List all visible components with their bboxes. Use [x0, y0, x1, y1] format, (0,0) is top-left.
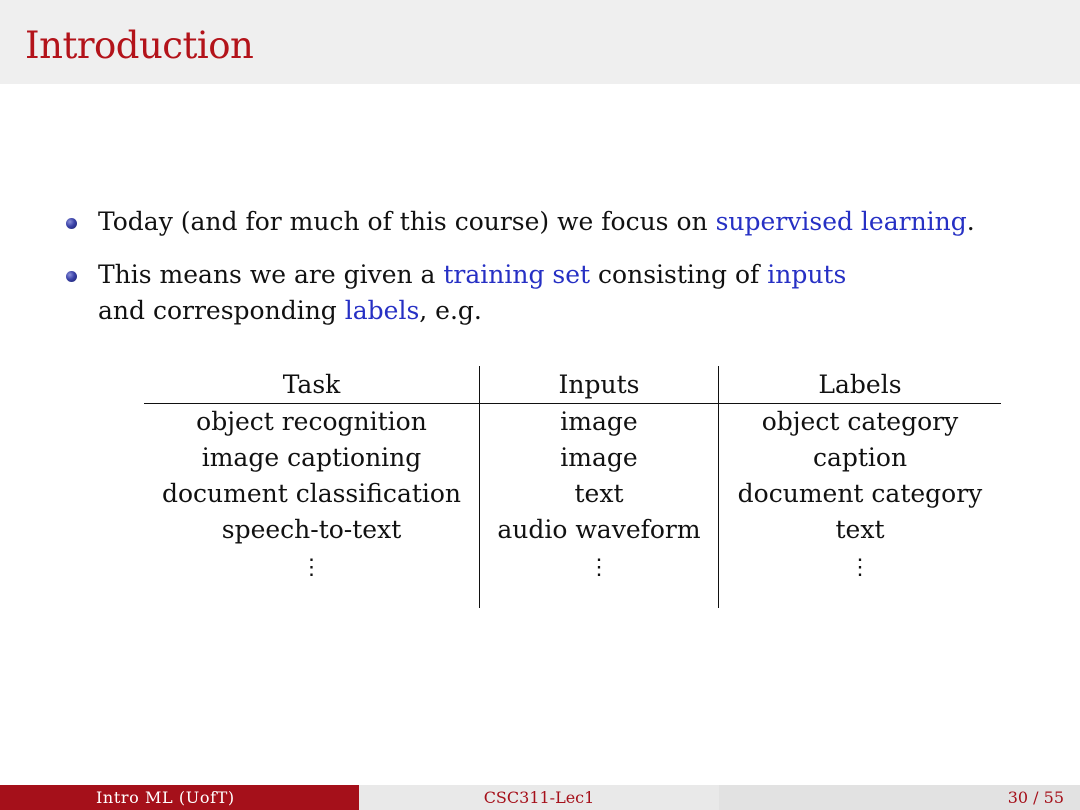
task-table — [144, 366, 1001, 608]
slide-header — [0, 0, 1080, 84]
table-cell: audio waveform — [480, 512, 719, 548]
bullet-text: This means we are given a — [98, 260, 444, 289]
column-header-labels: Labels — [818, 370, 902, 399]
table-cell: object category — [761, 407, 959, 436]
footer-course: CSC311-Lec1 — [359, 785, 719, 810]
ellipsis-cell — [480, 548, 719, 608]
table-header-row — [144, 366, 1001, 404]
bullet-text: and corresponding — [98, 296, 345, 325]
bullet-text: consisting of — [590, 260, 768, 289]
table-cell: image — [480, 440, 719, 476]
ball-bullet-icon — [66, 271, 77, 282]
highlight-term: labels — [344, 296, 420, 325]
column-header-task: Task — [144, 366, 480, 404]
slide-footer — [0, 785, 1080, 810]
slide-title: Introduction — [25, 24, 254, 67]
task-table-wrap — [144, 366, 1001, 608]
footer-author — [0, 785, 359, 810]
vertical-ellipsis: ⋮ — [849, 555, 871, 580]
page-number: 30 / 55 — [1007, 788, 1064, 807]
table-cell: caption — [812, 443, 908, 472]
ball-bullet-icon — [66, 218, 77, 229]
vertical-ellipsis: ⋮ — [300, 555, 323, 580]
bullet-text: . — [966, 207, 975, 236]
table-cell: text — [835, 515, 885, 544]
bullet-text: , e.g. — [419, 296, 482, 325]
footer-author-text: Intro ML (UofT) — [96, 788, 235, 807]
table-cell: text — [480, 476, 719, 512]
table-cell: document category — [737, 479, 983, 508]
table-ellipsis-row — [144, 548, 1001, 608]
table-row — [144, 512, 1001, 548]
vertical-ellipsis: ⋮ — [588, 555, 610, 580]
bullet-item-2 — [66, 257, 1046, 329]
ellipsis-cell — [144, 548, 480, 608]
bullet-text: Today (and for much of this course) we focus on — [98, 207, 716, 236]
highlight-term: training set — [443, 260, 591, 289]
bullet-list — [66, 204, 1046, 346]
highlight-term: supervised learning — [715, 207, 967, 236]
table-row — [144, 404, 1001, 441]
table-cell: speech-to-text — [144, 512, 480, 548]
table-cell: object recognition — [144, 404, 480, 441]
ellipsis-cell — [719, 548, 1002, 608]
footer-page — [719, 785, 1080, 810]
table-row — [144, 440, 1001, 476]
table-cell: image captioning — [144, 440, 480, 476]
table-row — [144, 476, 1001, 512]
column-header-inputs: Inputs — [480, 366, 719, 404]
table-cell: image — [480, 404, 719, 441]
bullet-item-1 — [66, 204, 1046, 240]
highlight-term: inputs — [767, 260, 847, 289]
table-cell: document classification — [144, 476, 480, 512]
